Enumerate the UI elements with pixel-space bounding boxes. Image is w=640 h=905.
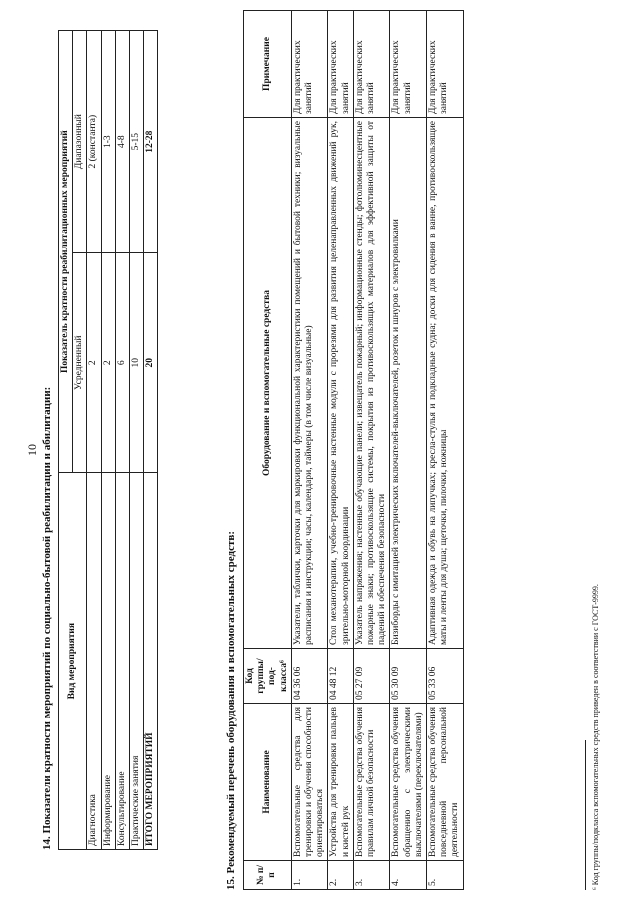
footnote: ⁶ Код группы/подкласса вспомогательных средств приведен в соответствии с ГОСТ-9999. — [591, 584, 600, 890]
col-header-equipment: Оборудование и вспомогательные средства — [244, 118, 292, 649]
table-row — [427, 11, 464, 890]
row-name: Вспомогательные средства для тренировки и обучения способности ориентироваться — [291, 704, 328, 861]
row-note: Для практических занятий — [291, 11, 328, 118]
rotated-page-content — [25, 10, 625, 890]
row-equipment: Указатели, таблички, карточки для маркировки функциональной характеристики помещений и бытовой техники; визуальные расписания и инструкции; часы, календари, таймеры (в том числе визуальные) — [291, 118, 328, 649]
col-header-group: Показатель кратности реабилитационных мероприятий — [59, 31, 73, 473]
section-15-heading: 15. Рекомендуемый перечень оборудования и вспомогательных средств: — [225, 531, 237, 890]
page-number: 10 — [25, 444, 39, 456]
row-equipment: Стол механотерапии, учебно-тренировочные настенные модули с прорезями для развития целенаправленных движений рук, зрительно-моторной координации — [328, 118, 353, 649]
row-avg: 6 — [115, 253, 129, 473]
table-row — [291, 11, 328, 890]
row-note: Для практических занятий — [390, 11, 427, 118]
row-code: 04 48 12 — [328, 649, 353, 704]
table-row — [130, 31, 144, 850]
table-total-row — [144, 31, 158, 850]
total-range: 12-28 — [144, 31, 158, 253]
row-note: Для практических занятий — [328, 11, 353, 118]
row-name: Вспомогательные средства обучения обращению с электрическими выключателями (переключателями) — [390, 704, 427, 861]
section-14-heading: 14. Показатели кратности мероприятий по социально-бытовой реабилитации и абилитации: — [41, 386, 53, 850]
row-name: Практические занятия — [130, 473, 144, 850]
row-range: 4-8 — [115, 31, 129, 253]
row-name: Информирование — [101, 473, 115, 850]
row-equipment: Бизиборды с имитацией электрических включателей-выключателей, розеток и шнуров с электровилками — [390, 118, 427, 649]
total-name: ИТОГО МЕРОПРИЯТИЙ — [144, 473, 158, 850]
row-avg: 10 — [130, 253, 144, 473]
row-num: 4. — [390, 861, 427, 890]
table-row — [115, 31, 129, 850]
row-avg: 2 — [87, 253, 101, 473]
row-code: 05 33 06 — [427, 649, 464, 704]
table-header-row — [244, 11, 292, 890]
row-code: 04 36 06 — [291, 649, 328, 704]
row-equipment: Указатель напряжения; настенные обучающие панели; извещатель пожарный; информационные стенды; фотолюминесцентные пожарные знаки; противоскользящие системы, покрытия из противоскользящих материалов для эффективной защиты от падений и обеспечения безопасности — [353, 118, 390, 649]
row-num: 5. — [427, 861, 464, 890]
col-header-num: № п/п — [244, 861, 292, 890]
row-avg: 2 — [101, 253, 115, 473]
table-header-row — [59, 31, 73, 850]
col-header-code: Код группы/под-класса⁶ — [244, 649, 292, 704]
row-name: Вспомогательные средства обучения повседневной персональной деятельности — [427, 704, 464, 861]
total-avg: 20 — [144, 253, 158, 473]
equipment-table — [243, 10, 464, 890]
row-name: Диагностика — [87, 473, 101, 850]
table-row — [390, 11, 427, 890]
multiplicity-table — [58, 30, 158, 850]
row-note: Для практических занятий — [353, 11, 390, 118]
row-code: 05 27 09 — [353, 649, 390, 704]
row-note: Для практических занятий — [427, 11, 464, 118]
row-num: 3. — [353, 861, 390, 890]
col-header-range: Диапазонный — [73, 31, 87, 253]
col-header-avg: Усредненный — [73, 253, 87, 473]
row-name: Вспомогательные средства обучения правилам личной безопасности — [353, 704, 390, 861]
table-row — [101, 31, 115, 850]
table-row — [353, 11, 390, 890]
footnote-divider — [585, 740, 586, 890]
col-header-note: Примечание — [244, 11, 292, 118]
row-range: 2 (константа) — [87, 31, 101, 253]
table-row — [87, 31, 101, 850]
row-num: 1. — [291, 861, 328, 890]
table-row — [328, 11, 353, 890]
row-name: Консультирование — [115, 473, 129, 850]
row-code: 05 30 09 — [390, 649, 427, 704]
col-header-name: Наименование — [244, 704, 292, 861]
col-header-type: Вид мероприятия — [59, 473, 87, 850]
row-range: 5-15 — [130, 31, 144, 253]
row-name: Устройства для тренировки пальцев и кистей рук — [328, 704, 353, 861]
row-equipment: Адаптивная одежда и обувь на липучках; кресла-стулья и подкладные судна; доски для сидения в ванне, противоскользящие маты и ленты для душа; щеточки, пилочки, ножницы — [427, 118, 464, 649]
row-num: 2. — [328, 861, 353, 890]
row-range: 1-3 — [101, 31, 115, 253]
